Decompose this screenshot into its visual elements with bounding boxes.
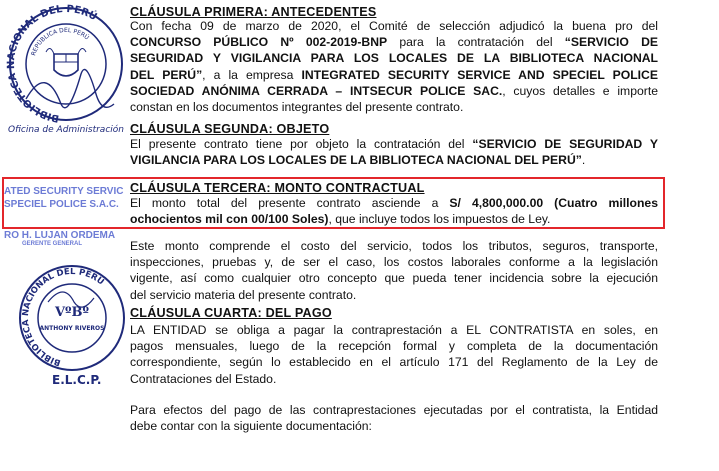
company-stamp-line3: RO H. LUJAN ORDEMA bbox=[4, 230, 116, 241]
c3-line-1: El monto total del presente contrato asciende a S/ 4,800,000.00 (Cuatro millones bbox=[130, 196, 658, 210]
c4-line-2: pagos mensuales, luego de la recepción formal y completa de la documentación bbox=[130, 339, 658, 354]
c1-line-6: constan en los documentos integrantes del presente contrato. bbox=[130, 100, 464, 115]
c1-line-1: Con fecha 09 de marzo de 2020, el Comité de selección adjudicó la buena pro del bbox=[130, 19, 658, 33]
coat-of-arms-icon bbox=[46, 48, 86, 76]
payment-paragraph bbox=[130, 402, 658, 434]
clause-one-heading: CLÁUSULA PRIMERA: ANTECEDENTES bbox=[130, 5, 377, 19]
biblioteca-seal-bottom bbox=[16, 262, 128, 374]
biblioteca-seal-top bbox=[6, 4, 126, 134]
clause-two-body bbox=[130, 136, 658, 168]
monto-line-2: inspecciones, pruebas y, de ser el caso, los costos laborales conforme a la legislación bbox=[130, 255, 658, 270]
pago-line-2: debe contar con la siguiente documentación: bbox=[130, 419, 372, 434]
c1-line-2: CONCURSO PÚBLICO Nº 002-2019-BNP para la contratación del “SERVICIO DE bbox=[130, 35, 659, 50]
c1-line-4: DEL PERÚ”, a la empresa INTEGRATED SECURITY SERVICE AND SPECIEL POLICE bbox=[130, 67, 658, 82]
svg-text:BIBLIOTECA NACIONAL DEL PERÚ bbox=[6, 4, 100, 124]
seal-bottom-ring-text: BIBLIOTECA NACIONAL DEL PERÚ bbox=[20, 266, 106, 368]
c4-line-3: correspondiente, según lo establecido en el artículo 171 del Reglamento de la Ley de bbox=[130, 355, 658, 370]
seal-top-ring-text: BIBLIOTECA NACIONAL DEL PERÚ bbox=[6, 4, 99, 124]
monto-line-4: del servicio materia del presente contrato. bbox=[130, 287, 357, 302]
c1-line-5: SOCIEDAD ANÓNIMA CERRADA – INTSECUR POLICE SAC., cuyos detalles e importe bbox=[130, 83, 658, 98]
c2-line-2: VIGILANCIA PARA LOS LOCALES DE LA BIBLIOTECA NACIONAL DEL PERÚ”. bbox=[130, 153, 586, 168]
seal-bottom-center-text: VºBº bbox=[54, 305, 90, 320]
c3-line-2: ochocientos mil con 00/100 Soles), que incluye todos los impuestos de Ley. bbox=[130, 212, 551, 227]
clause-two-heading: CLÁUSULA SEGUNDA: OBJETO bbox=[130, 122, 330, 136]
amount-paragraph bbox=[130, 238, 658, 303]
monto-line-1: Este monto comprende el costo del servicio, todos los tributos, seguros, transporte, bbox=[130, 239, 658, 253]
c2-line-1: El presente contrato tiene por objeto la contratación del “SERVICIO DE SEGURIDAD Y bbox=[130, 137, 658, 151]
seal-top-bottom-text: Oficina de Administración bbox=[8, 125, 124, 134]
pago-line-1: Para efectos del pago de las contraprestaciones ejecutadas por el contratista, la Entidad bbox=[130, 403, 658, 417]
c1-line-3: SEGURIDAD Y VIGILANCIA PARA LOS LOCALES DE LA BIBLIOTECA NACIONAL bbox=[130, 51, 658, 66]
clause-four-heading: CLÁUSULA CUARTA: DEL PAGO bbox=[130, 306, 332, 320]
seal-bottom-caption: E.L.C.P. bbox=[52, 373, 102, 387]
seal-bottom-name-text: ANTHONY RIVEROS bbox=[39, 325, 105, 332]
clause-one-body bbox=[130, 18, 658, 115]
c4-line-1: LA ENTIDAD se obliga a pagar la contraprestación a EL CONTRATISTA en soles, en bbox=[130, 323, 658, 337]
clause-three-heading: CLÁUSULA TERCERA: MONTO CONTRACTUAL bbox=[130, 181, 425, 195]
c4-line-4: Contrataciones del Estado. bbox=[130, 371, 277, 386]
company-stamp-line2: SPECIEL POLICE S.A.C. bbox=[4, 199, 119, 210]
clause-four-body bbox=[130, 322, 658, 387]
seal-top-inner-text: REPÚBLICA DEL PERÚ bbox=[30, 26, 91, 57]
monto-line-3: vigente, así como cualquier otro concepto que pueda tener incidencia sobre la ejecución bbox=[130, 271, 658, 286]
company-stamp-line4: GERENTE GENERAL bbox=[22, 241, 83, 247]
clause-three-body bbox=[130, 195, 658, 227]
svg-text:REPÚBLICA DEL PERÚ bbox=[30, 27, 90, 57]
company-stamp-line1: ATED SECURITY SERVIC bbox=[4, 186, 124, 197]
